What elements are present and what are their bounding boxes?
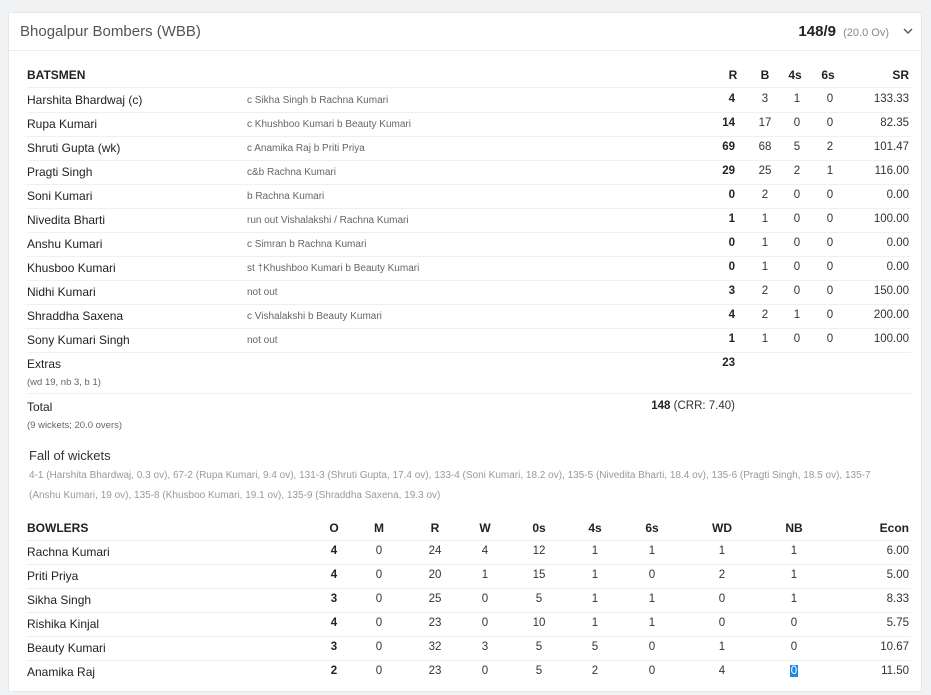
sixes-value: 0	[648, 641, 656, 653]
sr-value: 100.00	[873, 213, 909, 225]
sixes-value: 0	[826, 213, 834, 225]
fours-value: 2	[793, 165, 801, 177]
dismissal-text: c Simran b Rachna Kumari	[247, 239, 367, 250]
batsman-name: Harshita Bhardwaj (c)	[27, 93, 143, 107]
fours-value: 5	[591, 641, 599, 653]
fours-value: 0	[793, 333, 801, 345]
row-divider	[27, 636, 911, 637]
sixes-value: 1	[648, 593, 656, 605]
batsman-name: Anshu Kumari	[27, 237, 103, 251]
r-value: 32	[428, 641, 442, 653]
wd-value: 4	[718, 665, 726, 677]
fours-header: 4s	[588, 521, 602, 535]
m-value: 0	[375, 569, 383, 581]
m-value: 0	[375, 665, 383, 677]
balls-value: 2	[761, 309, 769, 321]
fall-of-wickets-text: 4-1 (Harshita Bhardwaj, 0.3 ov), 67-2 (Rupa Kumari, 9.4 ov), 131-3 (Shruti Gupta, 17.4 ov), 133-4 (Soni Kumari, 18.2 ov), 135-5 (Nivedita Bharti, 18.4 ov), 135-6 (Pragti Singh, 18.5 ov), 135-7 (Anshu Kumari, 19 ov), 135-8 (Khusboo Kumari, 19.1 ov), 135-9 (Shraddha Saxena, 19.3 ov)	[29, 470, 871, 501]
w-value: 0	[481, 593, 489, 605]
sr-value: 100.00	[873, 333, 909, 345]
row-divider	[27, 540, 911, 541]
sixes-value: 0	[826, 333, 834, 345]
fours-value: 1	[793, 93, 801, 105]
row-divider	[27, 564, 911, 565]
sixes-value: 0	[648, 665, 656, 677]
fours-value: 1	[591, 617, 599, 629]
batsman-name: Nidhi Kumari	[27, 285, 96, 299]
dismissal-text: not out	[247, 287, 278, 298]
sr-value: 133.33	[873, 93, 909, 105]
fours-value: 1	[793, 309, 801, 321]
o-value: 2	[330, 665, 338, 677]
dismissal-text: c Anamika Raj b Priti Priya	[247, 143, 365, 154]
extras-detail: (wd 19, nb 3, b 1)	[27, 377, 101, 388]
sixes-value: 0	[826, 189, 834, 201]
nb-value	[774, 665, 814, 677]
econ-value: 6.00	[886, 545, 909, 557]
dismissal-text: c Sikha Singh b Rachna Kumari	[247, 95, 389, 106]
row-divider	[27, 256, 911, 257]
runs-value: 0	[728, 237, 735, 249]
innings-score	[798, 23, 889, 40]
wd-header: WD	[712, 521, 732, 535]
dismissal-text: c&b Rachna Kumari	[247, 167, 336, 178]
w-value: 4	[481, 545, 489, 557]
dismissal-text: run out Vishalakshi / Rachna Kumari	[247, 215, 409, 226]
wd-value: 0	[718, 617, 726, 629]
chevron-down-icon[interactable]	[902, 26, 914, 36]
balls-value: 68	[758, 141, 772, 153]
batsman-name: Sony Kumari Singh	[27, 333, 130, 347]
scorecard-card	[8, 12, 922, 692]
runs-value: 3	[728, 285, 735, 297]
sr-header: SR	[892, 68, 909, 82]
batsman-name: Shruti Gupta (wk)	[27, 141, 121, 155]
o-value: 4	[330, 617, 338, 629]
sr-value: 0.00	[886, 189, 909, 201]
fours-value: 0	[793, 117, 801, 129]
bowler-name: Rishika Kinjal	[27, 617, 100, 631]
sr-value: 82.35	[880, 117, 909, 129]
row-divider	[27, 280, 911, 281]
sixes-header: 6s	[821, 68, 835, 82]
nb-value: 1	[790, 593, 798, 605]
extras-value: 23	[722, 357, 735, 369]
bowler-name: Priti Priya	[27, 569, 79, 583]
dots-value: 5	[535, 593, 543, 605]
sr-value: 200.00	[873, 309, 909, 321]
econ-value: 8.33	[886, 593, 909, 605]
m-value: 0	[375, 545, 383, 557]
bowlers-header: BOWLERS	[27, 521, 89, 535]
sixes-value: 1	[648, 617, 656, 629]
sr-value: 0.00	[886, 237, 909, 249]
row-divider	[27, 612, 911, 613]
batsman-name: Pragti Singh	[27, 165, 93, 179]
sr-value: 150.00	[873, 285, 909, 297]
sixes-value: 0	[826, 93, 834, 105]
r-value: 20	[428, 569, 442, 581]
fours-value: 0	[793, 261, 801, 273]
r-value: 24	[428, 545, 442, 557]
row-divider	[27, 588, 911, 589]
m-value: 0	[375, 593, 383, 605]
innings-header[interactable]	[9, 13, 923, 51]
fours-value: 1	[591, 569, 599, 581]
dots-value: 12	[532, 545, 546, 557]
sixes-value: 1	[648, 545, 656, 557]
sixes-header: 6s	[645, 521, 659, 535]
runs-value: 69	[722, 141, 735, 153]
w-value: 0	[481, 665, 489, 677]
extras-label: Extras	[27, 357, 62, 371]
w-value: 1	[481, 569, 489, 581]
bowler-name: Beauty Kumari	[27, 641, 106, 655]
sixes-value: 0	[826, 309, 834, 321]
sixes-value: 0	[826, 237, 834, 249]
total-detail: (9 wickets; 20.0 overs)	[27, 420, 123, 431]
balls-value: 1	[761, 261, 769, 273]
team-name: Bhogalpur Bombers (WBB)	[20, 23, 201, 40]
nb-value: 1	[790, 545, 798, 557]
batsman-name: Soni Kumari	[27, 189, 93, 203]
total-value: 148	[651, 400, 671, 412]
balls-header: B	[760, 68, 770, 82]
balls-value: 17	[758, 117, 772, 129]
runs-value: 0	[728, 261, 735, 273]
runs-value: 4	[728, 309, 735, 321]
crr-value: (CRR: 7.40)	[670, 400, 735, 412]
dots-value: 10	[532, 617, 546, 629]
dots-value: 5	[535, 641, 543, 653]
runs-value: 1	[728, 213, 735, 225]
wd-value: 2	[718, 569, 726, 581]
fours-value: 0	[793, 213, 801, 225]
r-value: 23	[428, 665, 442, 677]
sixes-value: 0	[826, 285, 834, 297]
m-header: M	[374, 521, 384, 535]
balls-value: 2	[761, 189, 769, 201]
fours-header: 4s	[788, 68, 802, 82]
row-divider	[27, 136, 911, 137]
o-header: O	[329, 521, 339, 535]
econ-value: 11.50	[881, 665, 909, 677]
m-value: 0	[375, 641, 383, 653]
runs-header: R	[728, 68, 738, 82]
row-divider	[27, 328, 911, 329]
wd-value: 0	[718, 593, 726, 605]
o-value: 4	[330, 569, 338, 581]
row-divider	[27, 160, 911, 161]
o-value: 3	[330, 593, 338, 605]
dismissal-text: c Vishalakshi b Beauty Kumari	[247, 311, 382, 322]
overs-value: (20.0 Ov)	[843, 27, 889, 39]
r-header: R	[430, 521, 440, 535]
sixes-value: 1	[826, 165, 834, 177]
row-divider	[27, 208, 911, 209]
runs-value: 4	[728, 93, 735, 105]
fours-value: 0	[793, 237, 801, 249]
wd-value: 1	[718, 641, 726, 653]
row-divider	[27, 660, 911, 661]
bowler-name: Anamika Raj	[27, 665, 96, 679]
econ-value: 5.75	[886, 617, 909, 629]
dots-header: 0s	[532, 521, 546, 535]
dismissal-text: b Rachna Kumari	[247, 191, 325, 202]
runs-value: 14	[722, 117, 735, 129]
m-value: 0	[375, 617, 383, 629]
o-value: 3	[330, 641, 338, 653]
row-divider	[27, 304, 911, 305]
fours-value: 5	[793, 141, 801, 153]
fours-value: 0	[793, 189, 801, 201]
sixes-value: 0	[826, 117, 834, 129]
fours-value: 1	[591, 593, 599, 605]
wd-value: 1	[718, 545, 726, 557]
econ-value: 5.00	[886, 569, 909, 581]
sixes-value: 0	[648, 569, 656, 581]
score-value: 148/9	[798, 23, 836, 40]
sr-value: 101.47	[873, 141, 909, 153]
dots-value: 5	[535, 665, 543, 677]
runs-value: 1	[728, 333, 735, 345]
balls-value: 1	[761, 237, 769, 249]
r-value: 25	[428, 593, 442, 605]
nb-header: NB	[785, 521, 803, 535]
bowler-name: Sikha Singh	[27, 593, 92, 607]
row-divider	[27, 393, 911, 394]
sixes-value: 2	[826, 141, 834, 153]
econ-header: Econ	[879, 521, 909, 535]
balls-value: 3	[761, 93, 769, 105]
w-header: W	[479, 521, 491, 535]
row-divider	[27, 184, 911, 185]
dots-value: 15	[532, 569, 546, 581]
w-value: 3	[481, 641, 489, 653]
batsman-name: Shraddha Saxena	[27, 309, 124, 323]
bowler-name: Rachna Kumari	[27, 545, 110, 559]
dismissal-text: c Khushboo Kumari b Beauty Kumari	[247, 119, 411, 130]
fours-value: 1	[591, 545, 599, 557]
sr-value: 0.00	[886, 261, 909, 273]
fall-of-wickets-title: Fall of wickets	[29, 448, 111, 463]
row-divider	[27, 352, 911, 353]
o-value: 4	[330, 545, 338, 557]
balls-value: 1	[761, 333, 769, 345]
runs-value: 0	[728, 189, 735, 201]
fours-value: 0	[793, 285, 801, 297]
w-value: 0	[481, 617, 489, 629]
nb-value: 0	[790, 641, 798, 653]
batsmen-header: BATSMEN	[27, 68, 86, 82]
runs-value: 29	[722, 165, 735, 177]
fours-value: 2	[591, 665, 599, 677]
row-divider	[27, 112, 911, 113]
dismissal-text: not out	[247, 335, 278, 346]
total-score	[651, 400, 735, 412]
selected-text: 0	[790, 665, 798, 677]
sixes-value: 0	[826, 261, 834, 273]
total-label: Total	[27, 400, 53, 414]
sr-value: 116.00	[874, 165, 909, 177]
nb-value: 1	[790, 569, 798, 581]
row-divider	[27, 232, 911, 233]
balls-value: 2	[761, 285, 769, 297]
r-value: 23	[428, 617, 442, 629]
batsman-name: Khusboo Kumari	[27, 261, 116, 275]
balls-value: 25	[758, 165, 772, 177]
balls-value: 1	[761, 213, 769, 225]
batsman-name: Rupa Kumari	[27, 117, 98, 131]
econ-value: 10.67	[880, 641, 909, 653]
batsman-name: Nivedita Bharti	[27, 213, 106, 227]
dismissal-text: st †Khushboo Kumari b Beauty Kumari	[247, 263, 420, 274]
row-divider	[27, 87, 911, 88]
nb-value: 0	[790, 617, 798, 629]
